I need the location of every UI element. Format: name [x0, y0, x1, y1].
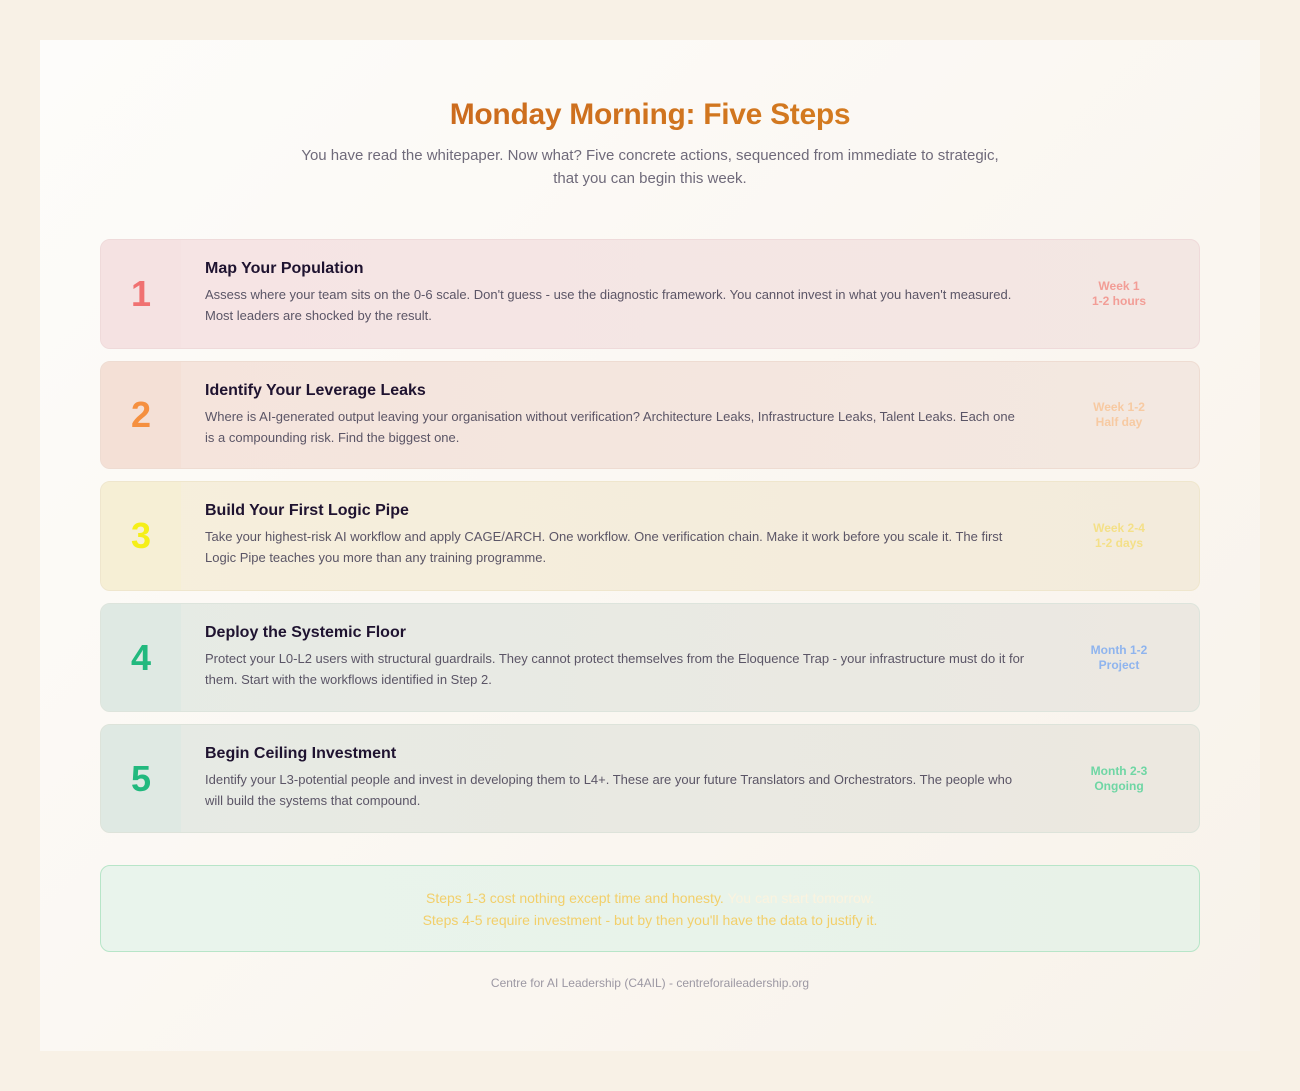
step-card-4	[100, 603, 1200, 712]
step-title: Begin Ceiling Investment	[205, 745, 397, 762]
step-description: Where is AI-generated output leaving your organisation without verification? Architecture Leaks, Infrastructure Leaks, Talent Leaks. Each one is a compounding risk. Find the biggest one.	[205, 409, 1015, 445]
step-description: Protect your L0-L2 users with structural guardrails. They cannot protect themselves from the Eloquence Trap - your infrastructure must do it for them. Start with the workflows identified in Step 2.	[205, 651, 1025, 687]
step-card-1	[100, 239, 1200, 349]
callout-text: Steps 1-3 cost nothing except time and honesty.	[425, 890, 724, 906]
step-number: 5	[101, 725, 181, 832]
step-title: Build Your First Logic Pipe	[205, 502, 409, 519]
step-timeframe: Month 1-2	[1090, 642, 1148, 657]
step-effort: 1-2 days	[1094, 536, 1144, 550]
step-title: Identify Your Leverage Leaks	[205, 382, 426, 399]
step-card-3	[100, 481, 1200, 591]
step-card-2	[100, 361, 1200, 469]
callout-line-1	[101, 887, 1199, 909]
step-timeframe: Week 2-4	[1093, 521, 1145, 535]
step-timing	[1039, 240, 1199, 348]
step-effort: Half day	[1095, 415, 1143, 429]
step-timeframe: Month 2-3	[1090, 763, 1148, 778]
page-title: Monday Morning: Five Steps	[40, 98, 1260, 132]
step-description: Assess where your team sits on the 0-6 scale. Don't guess - use the diagnostic framework. You cannot invest in what you haven't measured. Most leaders are shocked by the result.	[205, 287, 1012, 323]
callout-emphasis: You can start tomorrow.	[727, 890, 874, 906]
footer-credit: Centre for AI Leadership (C4AIL) - centreforaileadership.org	[490, 976, 810, 990]
summary-callout	[100, 865, 1200, 952]
callout-text: have the data to justify it.	[722, 912, 878, 928]
step-body	[181, 482, 1039, 590]
step-card-5	[100, 724, 1200, 833]
step-effort: Project	[1098, 657, 1140, 672]
step-timeframe: Week 1	[1098, 279, 1140, 293]
step-timing	[1039, 362, 1199, 468]
step-timing	[1039, 482, 1199, 590]
step-title: Map Your Population	[205, 260, 364, 277]
callout-text: Steps 4-5 require investment - but by then you'll	[422, 912, 719, 928]
step-description: Take your highest-risk AI workflow and apply CAGE/ARCH. One workflow. One verification chain. Make it work before you scale it. The first Logic Pipe teaches you more than any training programme.	[205, 529, 1003, 565]
step-body	[181, 240, 1039, 348]
step-number: 2	[101, 362, 181, 468]
page-subtitle: You have read the whitepaper. Now what? Five concrete actions, sequenced from immediate to strategic, that you can begin this week.	[301, 147, 999, 187]
steps-list	[100, 239, 1200, 845]
step-number: 1	[101, 240, 181, 348]
step-number: 4	[101, 604, 181, 711]
step-body	[181, 362, 1039, 468]
step-effort: Ongoing	[1094, 778, 1144, 793]
step-effort: 1-2 hours	[1091, 294, 1146, 308]
page-card	[40, 40, 1260, 1051]
step-description: Identify your L3-potential people and invest in developing them to L4+. These are your future Translators and Orchestrators. The people who will build the systems that compound.	[205, 772, 1013, 808]
step-body	[181, 725, 1039, 832]
step-body	[181, 604, 1039, 711]
step-timeframe: Week 1-2	[1093, 400, 1145, 414]
step-timing	[1039, 725, 1199, 832]
callout-line-2	[101, 909, 1199, 931]
step-number: 3	[101, 482, 181, 590]
step-title: Deploy the Systemic Floor	[205, 624, 406, 641]
step-timing	[1039, 604, 1199, 711]
